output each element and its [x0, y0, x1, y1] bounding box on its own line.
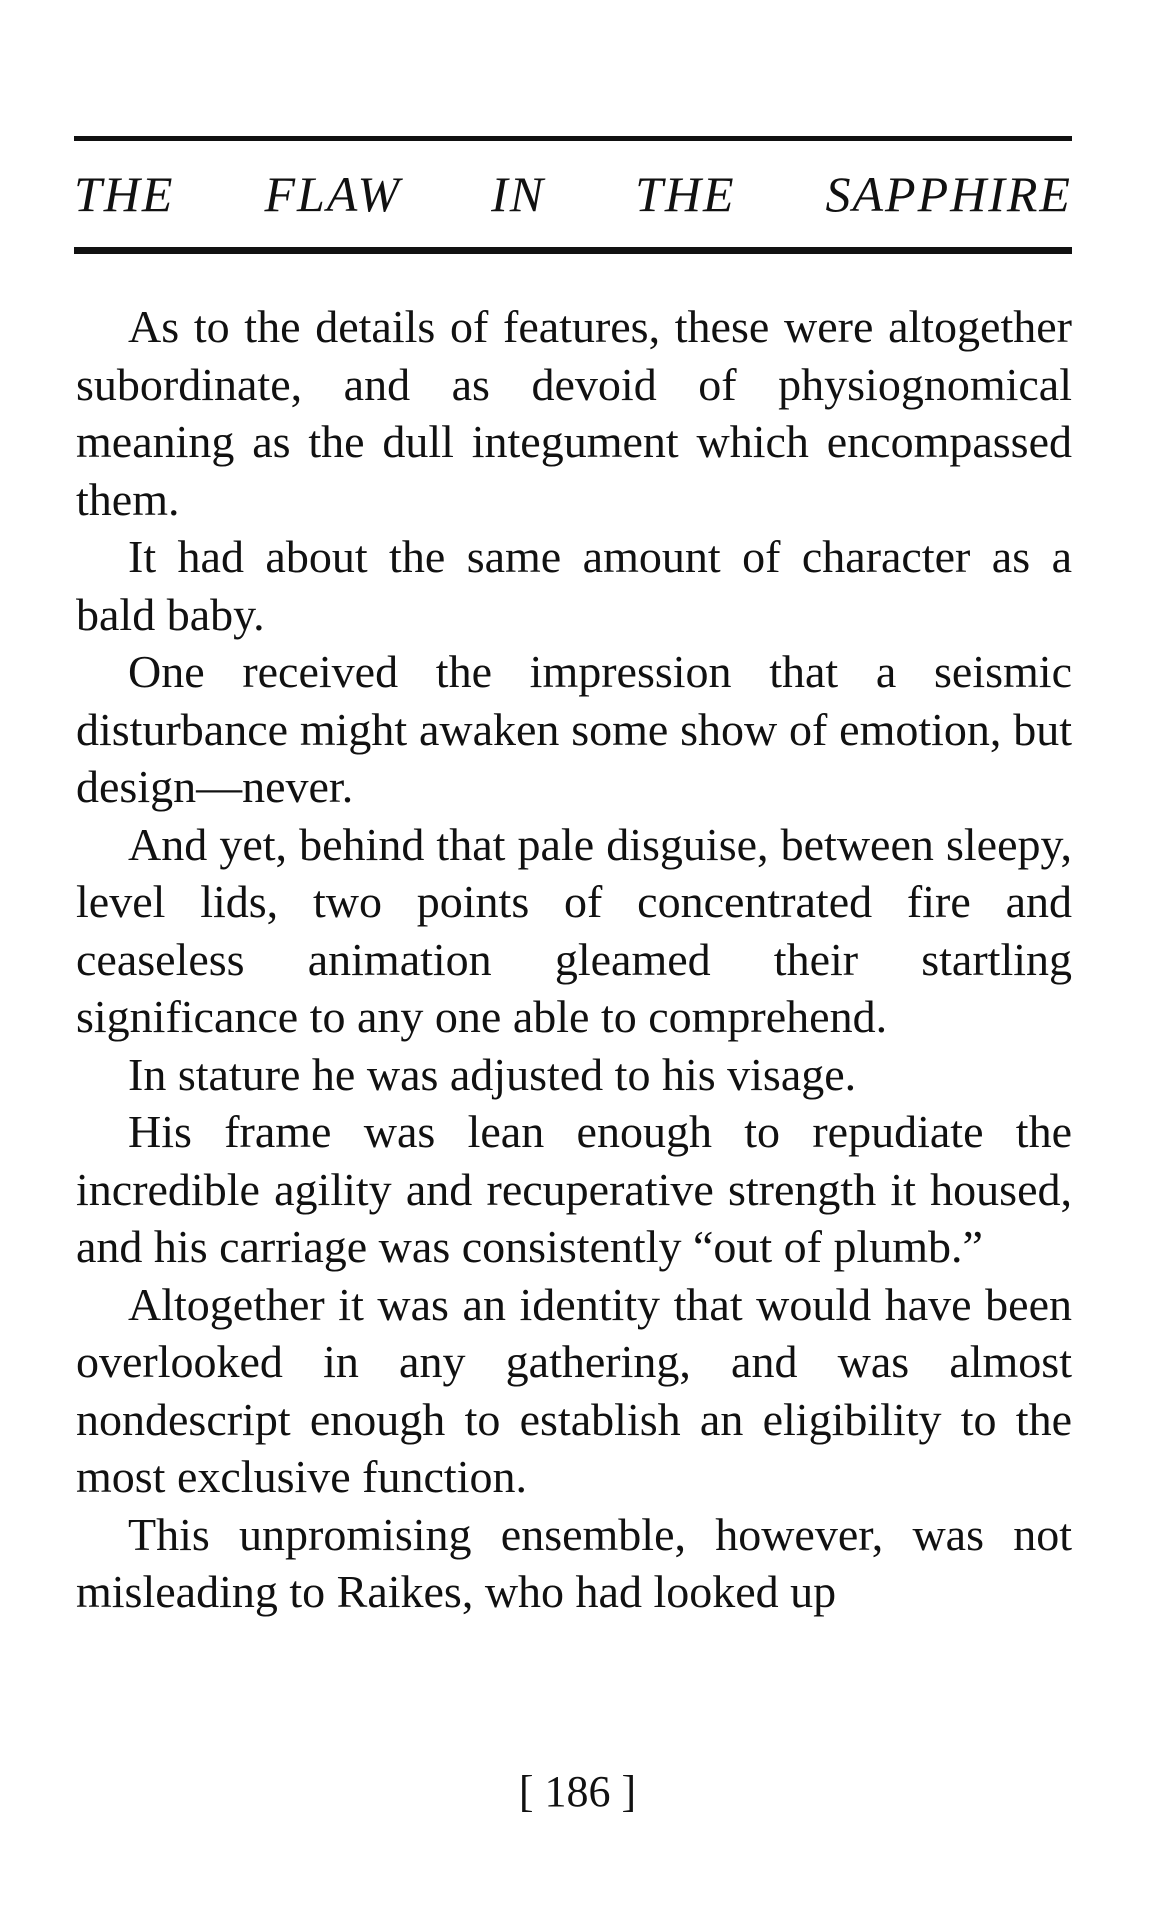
paragraph: Altogether it was an identity that would have been overlooked in any gathering, and was almost nondescript enough to establish an eligibility to the most exclusive function.	[76, 1278, 1072, 1502]
body-text	[76, 298, 1072, 1621]
running-head-word: FLAW	[264, 166, 402, 222]
paragraph: His frame was lean enough to repudiate the incredible agility and recuperative strength it housed, and his carriage was consistently “out of plumb.”	[76, 1106, 1072, 1272]
paragraph: It had about the same amount of character as a bald baby.	[76, 531, 1072, 640]
running-head	[74, 164, 1072, 224]
paragraph: As to the details of features, these were altogether subordinate, and as devoid of physiognomical meaning as the dull integument which encompassed them.	[76, 301, 1072, 525]
header-rule-top	[74, 136, 1072, 141]
running-head-word: IN	[491, 166, 546, 222]
paragraph: In stature he was adjusted to his visage.	[128, 1048, 857, 1100]
header-rule-bottom	[74, 247, 1072, 254]
page-number: [ 186 ]	[518, 1767, 637, 1816]
paragraph: This unpromising ensemble, however, was not misleading to Raikes, who had looked up	[76, 1508, 1072, 1617]
running-head-word: THE	[635, 166, 736, 222]
running-head-word: THE	[74, 166, 175, 222]
paragraph: And yet, behind that pale disguise, between sleepy, level lids, two points of concentrated fire and ceaseless animation gleamed their startling significance to any one able to comprehend.	[76, 818, 1072, 1042]
paragraph: One received the impression that a seismic disturbance might awaken some show of emotion, but design—never.	[76, 646, 1072, 812]
running-head-word: SAPPHIRE	[825, 166, 1072, 222]
